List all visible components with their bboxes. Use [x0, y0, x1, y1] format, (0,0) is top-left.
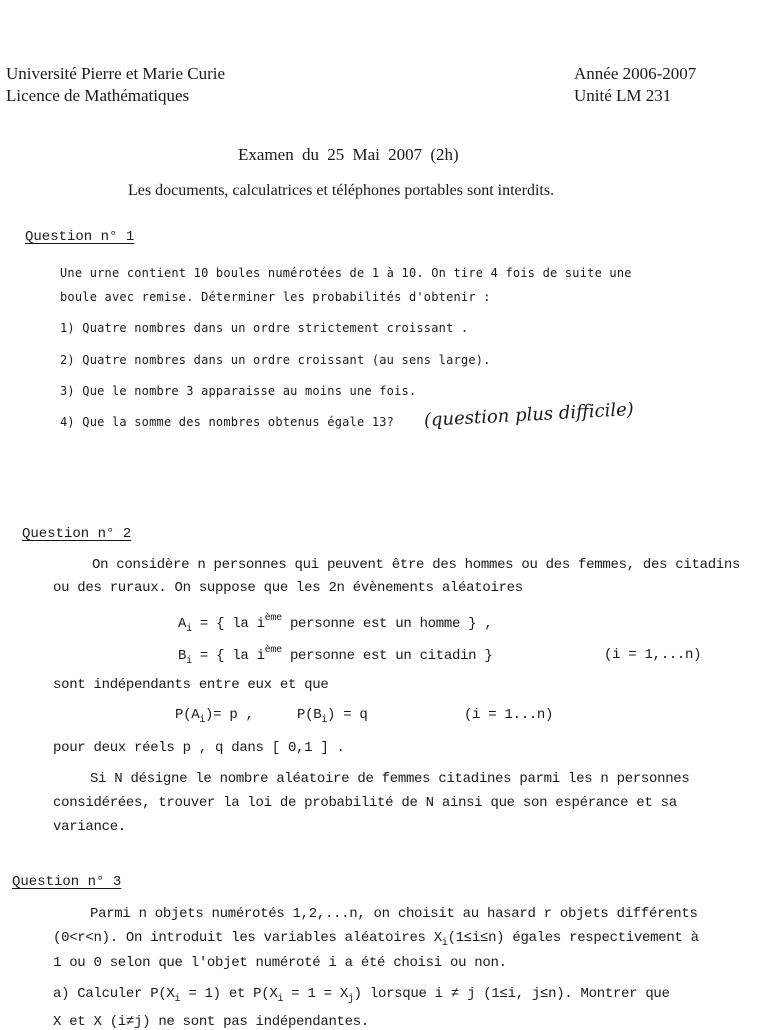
q1-handwritten-note: (question plus difficile) [423, 399, 635, 431]
q2-line-4: pour deux réels p , q dans [ 0,1 ] . [53, 740, 345, 756]
q3-line-1: Parmi n objets numérotés 1,2,...n, on choisit au hasard r objets différents [90, 906, 698, 922]
q2-line-2: ou des ruraux. On suppose que les 2n évènements aléatoires [53, 580, 523, 596]
q3-line-4: a) Calculer $P(X_i = 1)$ et $P(X_i = 1 = X_j)$ lorsque i ≠ j (1≤i, j≤n). Montrer que [53, 986, 670, 1005]
q2-event-b: $B_i$ = { la $i^{ème}$ personne est un citadin } [178, 645, 493, 667]
exam-title: Examen du 25 Mai 2007 (2h) [238, 145, 459, 164]
licence-name: Licence de Mathématiques [6, 86, 190, 105]
q2-line-3: sont indépendants entre eux et que [53, 677, 329, 693]
q2-line-1: On considère n personnes qui peuvent être des hommes ou des femmes, des citadins [92, 557, 741, 573]
q3-line-2: (0<r<n). On introduit les variables aléatoires $X_i(1\le i\le n)$ égales respectivement à [53, 930, 699, 949]
q2-line-6: considérées, trouver la loi de probabilité de N ainsi que son espérance et sa [53, 795, 677, 811]
q2-line-7: variance. [53, 819, 126, 835]
academic-year: Année 2006-2007 [574, 64, 697, 83]
unit-code: Unité LM 231 [574, 86, 672, 105]
question-2-title: Question n° 2 [22, 526, 132, 542]
q2-event-range: (i = 1,...n) [604, 647, 702, 663]
q2-event-a: $A_i$ = { la $i^{ème}$ personne est un homme } , [178, 613, 493, 635]
q2-prob-a: $P(A_i)= p$ , [175, 707, 254, 726]
q3-line-5: X et X (i≠j) ne sont pas indépendantes. [53, 1014, 369, 1030]
question-1-title: Question n° 1 [25, 229, 135, 245]
q1-intro-line-1: Une urne contient 10 boules numérotées de 1 à 10. On tire 4 fois de suite une [60, 266, 632, 280]
exam-rules: Les documents, calculatrices et téléphones portables sont interdits. [128, 182, 555, 199]
q3-line-3: 1 ou 0 selon que l'objet numéroté i a été choisi ou non. [53, 955, 507, 971]
university-name: Université Pierre et Marie Curie [6, 64, 226, 83]
question-3-title: Question n° 3 [12, 874, 122, 890]
q2-prob-range: (i = 1...n) [464, 707, 554, 723]
q2-prob-b: $P(B_i) = q$ [297, 707, 368, 726]
q2-line-5: Si N désigne le nombre aléatoire de femmes citadines parmi les n personnes [90, 771, 690, 787]
q1-item-1: 1) Quatre nombres dans un ordre strictement croissant . [60, 321, 469, 335]
q1-item-4: 4) Que la somme des nombres obtenus égale 13? [60, 415, 395, 429]
q1-item-3: 3) Que le nombre 3 apparaisse au moins une fois. [60, 384, 417, 398]
q1-intro-line-2: boule avec remise. Déterminer les probabilités d'obtenir : [60, 290, 491, 304]
q1-item-2: 2) Quatre nombres dans un ordre croissant (au sens large). [60, 353, 491, 367]
